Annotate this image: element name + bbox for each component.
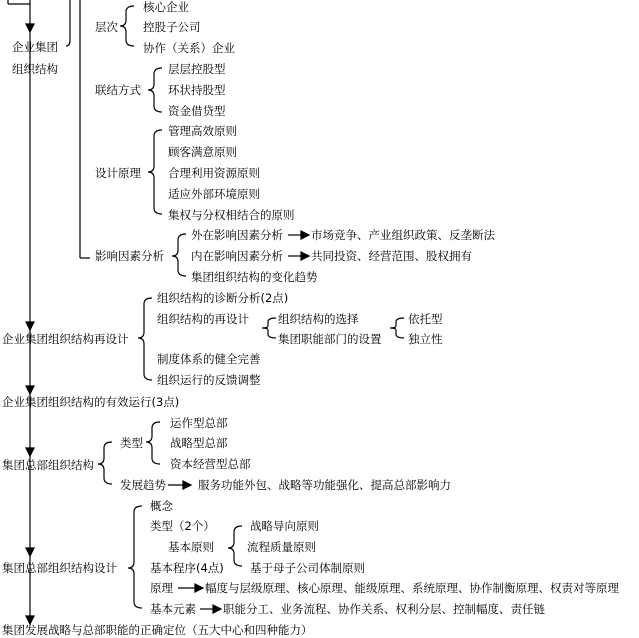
elements-result: 职能分工、业务流程、协作关系、权利分层、控制幅度、责任链	[223, 602, 545, 616]
redesign: 组织结构的再设计	[157, 312, 249, 326]
section5-title: 集团总部组织结构设计	[2, 561, 117, 575]
dept-setup: 集团职能部门的设置	[278, 332, 382, 346]
section6-title: 集团发展战略与总部职能的正确定位（五大中心和四种能力）	[2, 623, 313, 637]
design-item: 管理高效原则	[168, 124, 237, 138]
hq-type: 运作型总部	[170, 416, 228, 430]
levels-item: 核心企业	[143, 0, 189, 14]
levels-item: 协作（关系）企业	[143, 41, 235, 55]
evolution-trend: 集团组织结构的变化趋势	[191, 270, 318, 284]
dependent-type: 依托型	[408, 312, 443, 326]
section2-title: 企业集团组织结构再设计	[2, 332, 129, 346]
factors-label: 影响因素分析	[95, 249, 164, 263]
levels-label: 层次	[95, 20, 118, 34]
diagnosis: 组织结构的诊断分析(2点)	[157, 291, 289, 305]
external-factors: 外在影响因素分析	[191, 228, 283, 242]
external-factors-result: 市场竞争、产业组织政策、反垄断法	[311, 228, 495, 242]
parent-principle: 基于母子公司体制原则	[250, 561, 365, 575]
structure-choice: 组织结构的选择	[278, 312, 359, 326]
strategy-principle: 战略导向原则	[250, 519, 319, 533]
basic-principle: 基本原则	[168, 540, 214, 554]
links-item: 层层控股型	[168, 62, 226, 76]
concept: 概念	[150, 499, 173, 513]
section1-title-line2: 组织结构	[12, 62, 58, 76]
links-item: 环状持股型	[168, 83, 226, 97]
internal-factors-result: 共同投资、经营范围、股权拥有	[311, 249, 472, 263]
theory-label: 原理	[150, 581, 173, 595]
links-label: 联结方式	[95, 83, 141, 97]
section4-title: 集团总部组织结构	[2, 458, 94, 472]
links-item: 资金借贷型	[168, 104, 226, 118]
design-item: 集权与分权相结合的原则	[168, 208, 295, 222]
levels-item: 控股子公司	[143, 20, 201, 34]
process-principle: 流程质量原则	[247, 540, 316, 554]
feedback-adjustment: 组织运行的反馈调整	[157, 373, 261, 387]
trend-result: 服务功能外包、战略等功能强化、提高总部影响力	[198, 478, 451, 492]
theory-result: 幅度与层级原理、核心原理、能级原理、系统原理、协作制衡原理、权责对等原理	[205, 581, 619, 595]
hq-types-label: 类型	[120, 436, 143, 450]
design-label: 设计原理	[95, 166, 141, 180]
design-types: 类型（2个）	[150, 519, 215, 533]
elements-label: 基本元素	[150, 602, 196, 616]
hq-type: 资本经营型总部	[170, 457, 251, 471]
design-item: 合理利用资源原则	[168, 166, 260, 180]
design-item: 适应外部环境原则	[168, 187, 260, 201]
trend-label: 发展趋势	[120, 478, 166, 492]
system-improvement: 制度体系的健全完善	[157, 352, 261, 366]
independent-type: 独立性	[408, 332, 443, 346]
section1-title-line1: 企业集团	[12, 40, 58, 54]
internal-factors: 内在影响因素分析	[191, 249, 283, 263]
design-item: 顾客满意原则	[168, 145, 237, 159]
section3-title: 企业集团组织结构的有效运行(3点)	[2, 395, 180, 409]
hq-type: 战略型总部	[170, 436, 228, 450]
basic-program: 基本程序(4点)	[150, 561, 224, 575]
